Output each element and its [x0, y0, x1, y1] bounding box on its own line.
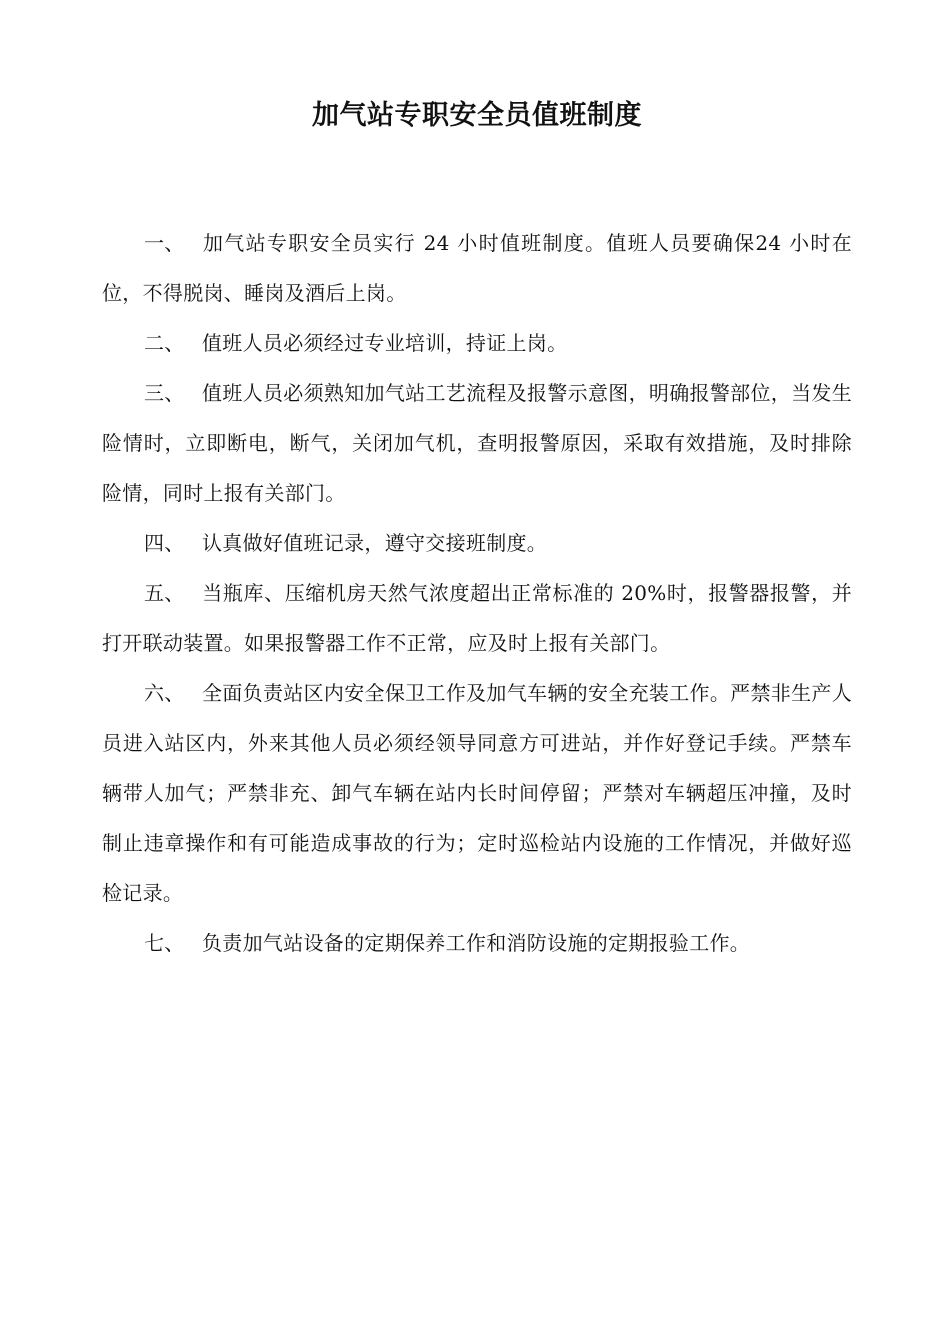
- document-body: [102, 218, 852, 968]
- document-title: 加气站专职安全员值班制度: [312, 100, 642, 131]
- clause-number: 六、: [144, 681, 185, 705]
- clause-number: 三、: [144, 381, 185, 405]
- clause-text: 加气站专职安全员实行 24 小时值班制度。值班人员要确保24 小时在位，不得脱岗、睡岗及酒后上岗。: [102, 231, 852, 305]
- clause-1: [102, 218, 852, 318]
- clause-7: [102, 918, 852, 968]
- clause-text: 认真做好值班记录，遵守交接班制度。: [202, 531, 548, 555]
- clause-number: 四、: [144, 531, 185, 555]
- clause-text: 负责加气站设备的定期保养工作和消防设施的定期报验工作。: [202, 931, 751, 955]
- clause-3: [102, 368, 852, 518]
- clause-text: 全面负责站区内安全保卫工作及加气车辆的安全充装工作。严禁非生产人员进入站区内，外来其他人员必须经领导同意方可进站，并作好登记手续。严禁车辆带人加气；严禁非充、卸气车辆在站内长时间停留；严禁对车辆超压冲撞，及时制止违章操作和有可能造成事故的行为；定时巡检站内设施的工作情况，并做好巡检记录。: [102, 681, 852, 905]
- clause-text: 值班人员必须经过专业培训，持证上岗。: [202, 331, 568, 355]
- clause-5: [102, 568, 852, 668]
- clause-2: [102, 318, 852, 368]
- clause-text: 当瓶库、压缩机房天然气浓度超出正常标准的 20%时，报警器报警，并打开联动装置。如果报警器工作不正常，应及时上报有关部门。: [102, 581, 852, 655]
- clause-4: [102, 518, 852, 568]
- clause-number: 二、: [144, 331, 185, 355]
- clause-6: [102, 668, 852, 918]
- clause-number: 一、: [144, 231, 185, 255]
- clause-number: 五、: [144, 581, 185, 605]
- clause-number: 七、: [144, 931, 185, 955]
- clause-text: 值班人员必须熟知加气站工艺流程及报警示意图，明确报警部位，当发生险情时，立即断电，断气，关闭加气机，查明报警原因，采取有效措施，及时排除险情，同时上报有关部门。: [102, 381, 852, 505]
